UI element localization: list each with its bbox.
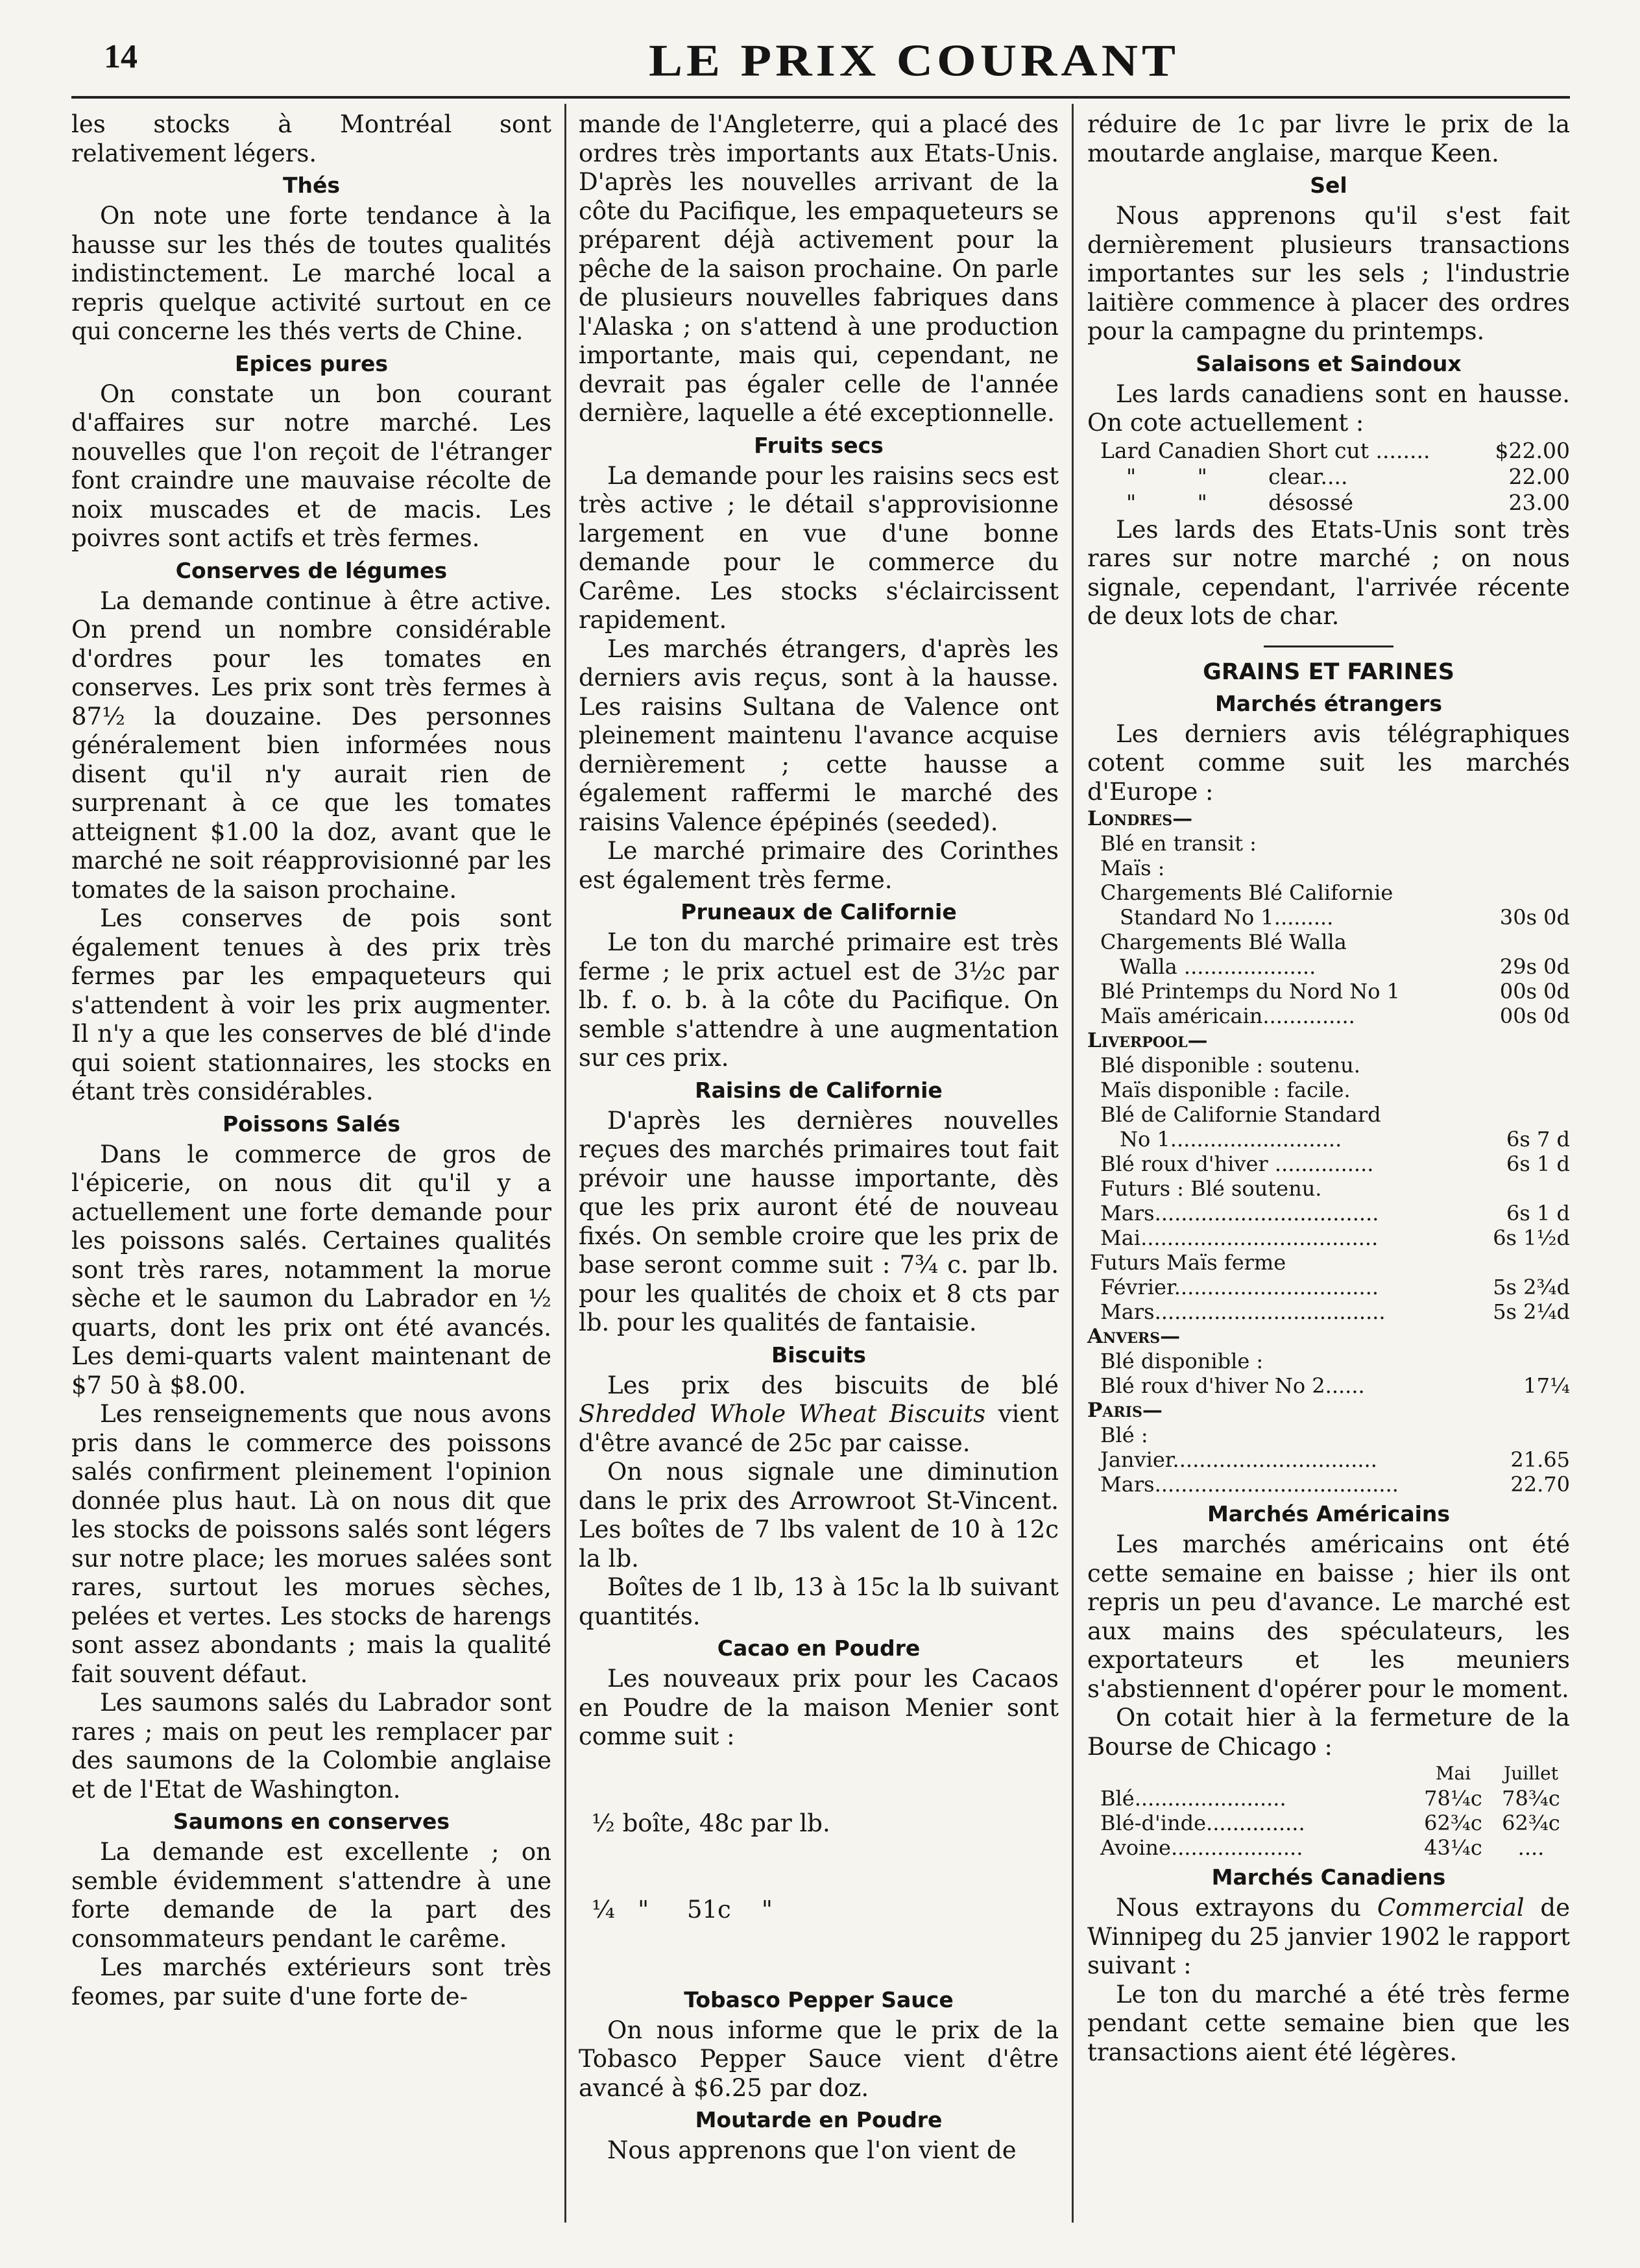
table-cell: Lard Canadien Short cut ........ <box>1100 437 1430 463</box>
paragraph: les stocks à Montréal sont relativement légers. <box>71 110 551 167</box>
table-cell: 29s 0d <box>1499 954 1570 979</box>
column-divider <box>564 104 566 2223</box>
paragraph: La demande est excellente ; on semble évidemment s'attendre à une forte demande de la part des consommateurs pendant le carême. <box>71 1838 551 1953</box>
table-row <box>1087 856 1570 880</box>
section-heading: Marchés Américains <box>1207 1501 1451 1526</box>
table-cell: Blé....................... <box>1100 1786 1286 1811</box>
header-rule <box>71 96 1570 99</box>
table-cell: Maïs : <box>1100 856 1165 880</box>
table-row <box>1087 1299 1570 1324</box>
table-cell: " " clear.... <box>1126 463 1348 489</box>
table-row <box>1087 1275 1570 1299</box>
paragraph: Les marchés américains ont été cette semaine en baisse ; hier ils ont repris un peu d'avance. Le marché est aux mains des spéculateurs, les exportateurs et les meuniers s'abstiennent d'opérer pour le moment. <box>1087 1530 1570 1703</box>
paragraph: Les conserves de pois sont également tenues à des prix très fermes par les empaqueteurs qui s'attendent à voir les prix augmenter. Il n'y a que les conserves de blé d'inde qui soient stationnaires, les stocks en étant très considérables. <box>71 904 551 1105</box>
table-cell: .... <box>1517 1835 1545 1860</box>
table-row <box>1087 831 1570 856</box>
table-row <box>1087 1078 1570 1102</box>
price-line: ¼ " 51c " <box>592 1896 773 1924</box>
paragraph: Nous apprenons que l'on vient de <box>607 2136 1017 2164</box>
table-row <box>1087 464 1570 490</box>
table-row <box>1087 1201 1570 1225</box>
table-cell: Mars..................................... <box>1100 1472 1399 1497</box>
paragraph: On nous signale une diminution dans le prix des Arrowroot St-Vincent. Les boîtes de 7 lbs valent de 10 à 12c la lb. <box>579 1458 1059 1573</box>
table-cell: 78¾c <box>1502 1786 1560 1811</box>
table-cell: 6s 1 d <box>1506 1201 1570 1225</box>
paragraph: D'après les dernières nouvelles reçues des marchés primaires tout fait prévoir une hausse importante, dès que les prix auront été de nouveau fixés. On semble croire que les prix de base seront comme suit : 7¾ c. par lb. pour les qualités de choix et 8 cts par lb. pour les qualités de fantaisie. <box>579 1106 1059 1336</box>
table-cell: 62¾c <box>1502 1811 1560 1835</box>
table-cell <box>1479 1053 1570 1078</box>
section-heading: Tobasco Pepper Sauce <box>684 1986 954 2012</box>
section-heading: Saumons en conserves <box>173 1809 450 1834</box>
table-cell: Blé Printemps du Nord No 1 <box>1100 979 1401 1004</box>
table-cell: 21.65 <box>1510 1447 1570 1472</box>
section-heading: Fruits secs <box>754 432 884 458</box>
text: de Winnipeg du 25 janvier 1902 le rapport suivant : <box>1087 1894 1571 1979</box>
table-cell: 5s 2¼d <box>1493 1299 1570 1324</box>
table-cell: Blé : <box>1100 1423 1148 1447</box>
table-cell <box>1087 1761 1414 1786</box>
section-heading: Cacao en Poudre <box>717 1635 921 1661</box>
text: vient d'être avancé de 25c par caisse. <box>579 1400 1059 1457</box>
table-cell <box>1479 1423 1570 1447</box>
section-heading: Biscuits <box>771 1342 866 1368</box>
table-cell: 62¾c <box>1424 1811 1482 1835</box>
table-cell: Blé de Californie Standard <box>1100 1102 1381 1127</box>
section-heading: Marchés Canadiens <box>1211 1864 1446 1890</box>
table-cell: Maïs américain.............. <box>1100 1004 1355 1028</box>
page-number: 14 <box>104 38 138 75</box>
anvers-table <box>1087 1349 1570 1398</box>
paragraph: Les lards des Etats-Unis sont très rares sur notre marché ; on nous signale, cependant, l'arrivée récente de deux lots de char. <box>1087 515 1570 630</box>
table-row <box>1087 1250 1570 1275</box>
section-heading: Pruneaux de Californie <box>681 899 957 924</box>
table-cell: Walla .................... <box>1120 954 1316 979</box>
column-1 <box>71 110 551 2011</box>
market-city: Liverpool— <box>1087 1029 1208 1052</box>
table-row <box>1087 1127 1570 1152</box>
table-cell: 78¼c <box>1424 1786 1482 1811</box>
table-cell: Blé-d'inde............... <box>1100 1811 1305 1835</box>
paragraph: Le ton du marché a été très ferme pendant cette semaine bien que les transactions aient été légères. <box>1087 1980 1570 2066</box>
cacao-price-list <box>579 1752 1059 1983</box>
table-cell <box>1479 930 1570 954</box>
table-row <box>1087 905 1570 930</box>
paragraph: réduire de 1c par livre le prix de la moutarde anglaise, marque Keen. <box>1087 110 1570 167</box>
table-cell: Avoine.................... <box>1100 1835 1303 1860</box>
section-heading: Salaisons et Saindoux <box>1196 350 1462 376</box>
table-row <box>1087 438 1570 464</box>
table-row <box>1087 1225 1570 1250</box>
table-cell: 6s 7 d <box>1506 1127 1570 1152</box>
table-row <box>1087 1102 1570 1127</box>
table-row <box>1087 954 1570 979</box>
table-cell: Mars................................... <box>1100 1299 1386 1324</box>
market-city: Londres— <box>1087 807 1193 830</box>
table-row <box>1087 1004 1570 1028</box>
table-cell: Futurs : Blé soutenu. <box>1100 1176 1322 1201</box>
paragraph: mande de l'Angleterre, qui a placé des ordres très importants aux Etats-Unis. D'après les nouvelles arrivant de la côte du Pacifique, les empaqueteurs se préparent déjà activement pour la pêche de la saison prochaine. On parle de plusieurs nouvelles fabriques dans l'Alaska ; on s'attend à une production importante, mais qui, cependant, ne devrait pas égaler celle de l'année dernière, laquelle a été exceptionnelle. <box>579 110 1059 427</box>
paragraph: Le marché primaire des Corinthes est également très ferme. <box>579 837 1059 894</box>
table-row <box>1087 1423 1570 1447</box>
table-cell: Blé roux d'hiver ............... <box>1100 1152 1374 1176</box>
table-cell: Maïs disponible : facile. <box>1100 1078 1351 1102</box>
section-heading: GRAINS ET FARINES <box>1203 658 1454 685</box>
table-cell: Blé disponible : soutenu. <box>1100 1053 1360 1078</box>
lard-price-table <box>1087 438 1570 516</box>
table-row <box>1087 1835 1570 1860</box>
table-cell: 6s 1½d <box>1493 1225 1570 1250</box>
section-separator <box>1264 645 1393 647</box>
table-row <box>1087 880 1570 905</box>
table-row <box>1087 1053 1570 1078</box>
paragraph: Les marchés extérieurs sont très feomes, par suite d'une forte de- <box>71 1953 551 2010</box>
table-cell <box>1479 856 1570 880</box>
table-cell: 00s 0d <box>1499 1004 1570 1028</box>
table-row <box>1087 490 1570 516</box>
table-row <box>1087 930 1570 954</box>
table-cell: Blé en transit : <box>1100 831 1257 856</box>
paragraph: Nous apprenons qu'il s'est fait dernièrement plusieurs transactions importantes sur les sels ; l'industrie laitière commence à placer des ordres pour la campagne du printemps. <box>1087 202 1570 345</box>
section-heading: Raisins de Californie <box>695 1077 943 1103</box>
table-cell: Mars.................................. <box>1100 1201 1379 1225</box>
section-heading: Thés <box>282 173 341 198</box>
masthead: LE PRIX COURANT <box>649 34 1180 86</box>
londres-table <box>1087 831 1570 1028</box>
paragraph: On constate un bon courant d'affaires sur notre marché. Les nouvelles que l'on reçoit de l'étranger font craindre une mauvaise récolte de noix muscades et de macis. Les poivres sont actifs et très fermes. <box>71 380 551 552</box>
paragraph: Le ton du marché primaire est très ferme ; le prix actuel est de 3½c par lb. f. o. b. à la côte du Pacifique. On semble s'attendre à une augmentation sur ces prix. <box>579 928 1059 1072</box>
table-cell: 30s 0d <box>1499 905 1570 930</box>
table-cell: 17¼ <box>1523 1373 1570 1398</box>
table-row <box>1087 1447 1570 1472</box>
table-cell: 5s 2¾d <box>1493 1275 1570 1299</box>
table-cell: 22.70 <box>1510 1472 1570 1497</box>
table-cell <box>1479 880 1570 905</box>
table-cell <box>1479 1250 1570 1275</box>
table-cell: 00s 0d <box>1499 979 1570 1004</box>
section-heading: Epices pures <box>235 350 388 376</box>
section-heading: Marchés étrangers <box>1214 690 1443 716</box>
publication-name: Commercial <box>1377 1894 1525 1922</box>
column-header: Juillet <box>1504 1763 1558 1784</box>
table-cell: Février............................... <box>1100 1275 1379 1299</box>
table-cell: Blé disponible : <box>1100 1349 1264 1373</box>
paragraph: Les nouveaux prix pour les Cacaos en Poudre de la maison Menier sont comme suit : <box>579 1665 1059 1750</box>
table-cell: 6s 1 d <box>1506 1152 1570 1176</box>
table-row <box>1087 1472 1570 1497</box>
paragraph: Les marchés étrangers, d'après les derniers avis reçus, sont à la hausse. Les raisins Sultana de Valence ont pleinement maintenu l'avance acquise dernièrement ; cette hausse a également raffermi le marché des raisins Valence épépinés (seeded). <box>579 634 1059 836</box>
table-header-row <box>1087 1761 1570 1786</box>
section-heading: Sel <box>1310 173 1347 198</box>
paragraph <box>579 1371 1059 1458</box>
column-header: Mai <box>1435 1763 1471 1784</box>
table-cell <box>1479 831 1570 856</box>
table-row <box>1087 1373 1570 1398</box>
paragraph: On nous informe que le prix de la Tobasco Pepper Sauce vient d'être avancé à $6.25 par doz. <box>579 2016 1059 2102</box>
section-heading: Moutarde en Poudre <box>695 2107 943 2132</box>
paragraph: Les derniers avis télégraphiques cotent comme suit les marchés d'Europe : <box>1087 719 1570 806</box>
paragraph: Boîtes de 1 lb, 13 à 15c la lb suivant quantités. <box>579 1573 1059 1630</box>
table-row <box>1087 1152 1570 1176</box>
table-cell: Futurs Maïs ferme <box>1090 1250 1286 1275</box>
paragraph: Les lards canadiens sont en hausse. On cote actuellement : <box>1087 380 1570 437</box>
section-heading: Poissons Salés <box>222 1111 401 1137</box>
table-cell <box>1479 1102 1570 1127</box>
paragraph: La demande continue à être active. On prend un nombre considérable d'ordres pour les tomates en conserves. Les prix sont très fermes à 87½ la douzaine. Des personnes généralement bien informées nous disent qu'il n'y aurait rien de surprenant à ce que les tomates atteignent $1.00 la doz, avant que le marché ne soit réapprovisionné par les tomates de la saison prochaine. <box>71 586 551 904</box>
page-header <box>0 31 1640 96</box>
table-row <box>1087 979 1570 1004</box>
table-cell: Chargements Blé Walla <box>1100 930 1347 954</box>
text: Nous extrayons du <box>1116 1894 1377 1922</box>
paragraph: Dans le commerce de gros de l'épicerie, on nous dit qu'il y a actuellement une forte demande pour les poissons salés. Certaines qualités sont très rares, notamment la morue sèche et le saumon du Labrador en ½ quarts, dont les prix ont été avancés. Les demi-quarts valent maintenant de $7 50 à $8.00. <box>71 1140 551 1399</box>
paragraph: Les renseignements que nous avons pris dans le commerce des poissons salés confirment pleinement l'opinion donnée plus haut. Là on nous dit que les stocks de poissons salés sont légers sur notre place; les morues salées sont rares, surtout les morues sèches, pelées et vertes. Les stocks de harengs sont assez abondants ; mais la qualité fait souvent défaut. <box>71 1400 551 1688</box>
table-row <box>1087 1176 1570 1201</box>
paragraph: La demande pour les raisins secs est très active ; le détail s'approvisionne largement en vue d'une bonne demande pour le commerce du Carême. Les stocks s'éclaircissent rapidement. <box>579 461 1059 634</box>
chicago-table <box>1087 1761 1570 1860</box>
table-row <box>1087 1349 1570 1373</box>
table-row <box>1087 1786 1570 1811</box>
column-3 <box>1087 110 1570 2067</box>
table-cell: " " désossé <box>1126 489 1354 515</box>
market-city: Anvers— <box>1087 1325 1181 1348</box>
table-cell: 23.00 <box>1508 489 1570 515</box>
price-line: ½ boîte, 48c par lb. <box>592 1809 830 1837</box>
paragraph: On cotait hier à la fermeture de la Bourse de Chicago : <box>1087 1704 1570 1761</box>
table-cell: Janvier............................... <box>1100 1447 1377 1472</box>
table-cell: 43¼c <box>1424 1835 1482 1860</box>
table-row <box>1087 1811 1570 1835</box>
text: Les prix des biscuits de blé <box>607 1371 1059 1399</box>
paris-table <box>1087 1423 1570 1497</box>
table-cell: 22.00 <box>1508 463 1570 489</box>
paragraph: Les saumons salés du Labrador sont rares ; mais on peut les remplacer par des saumons de la Colombie anglaise et de l'Etat de Washington. <box>71 1689 551 1804</box>
table-cell <box>1479 1349 1570 1373</box>
table-cell: Blé roux d'hiver No 2...... <box>1100 1373 1365 1398</box>
table-cell: Mai.................................... <box>1100 1225 1379 1250</box>
market-city: Paris— <box>1087 1399 1163 1422</box>
paragraph <box>1087 1894 1570 1981</box>
liverpool-table <box>1087 1053 1570 1324</box>
table-cell: No 1.......................... <box>1120 1127 1342 1152</box>
paragraph: On note une forte tendance à la hausse sur les thés de toutes qualités indistinctement. Le marché local a repris quelque activité surtout en ce qui concerne les thés verts de Chine. <box>71 202 551 345</box>
table-cell <box>1479 1176 1570 1201</box>
table-cell: Standard No 1......... <box>1120 905 1334 930</box>
table-cell: Chargements Blé Californie <box>1100 880 1393 905</box>
table-cell <box>1479 1078 1570 1102</box>
column-2 <box>579 110 1059 2165</box>
column-divider <box>1072 104 1074 2223</box>
product-name: Shredded Whole Wheat Biscuits <box>579 1400 986 1428</box>
table-cell: $22.00 <box>1495 437 1570 463</box>
section-heading: Conserves de légumes <box>175 557 448 583</box>
